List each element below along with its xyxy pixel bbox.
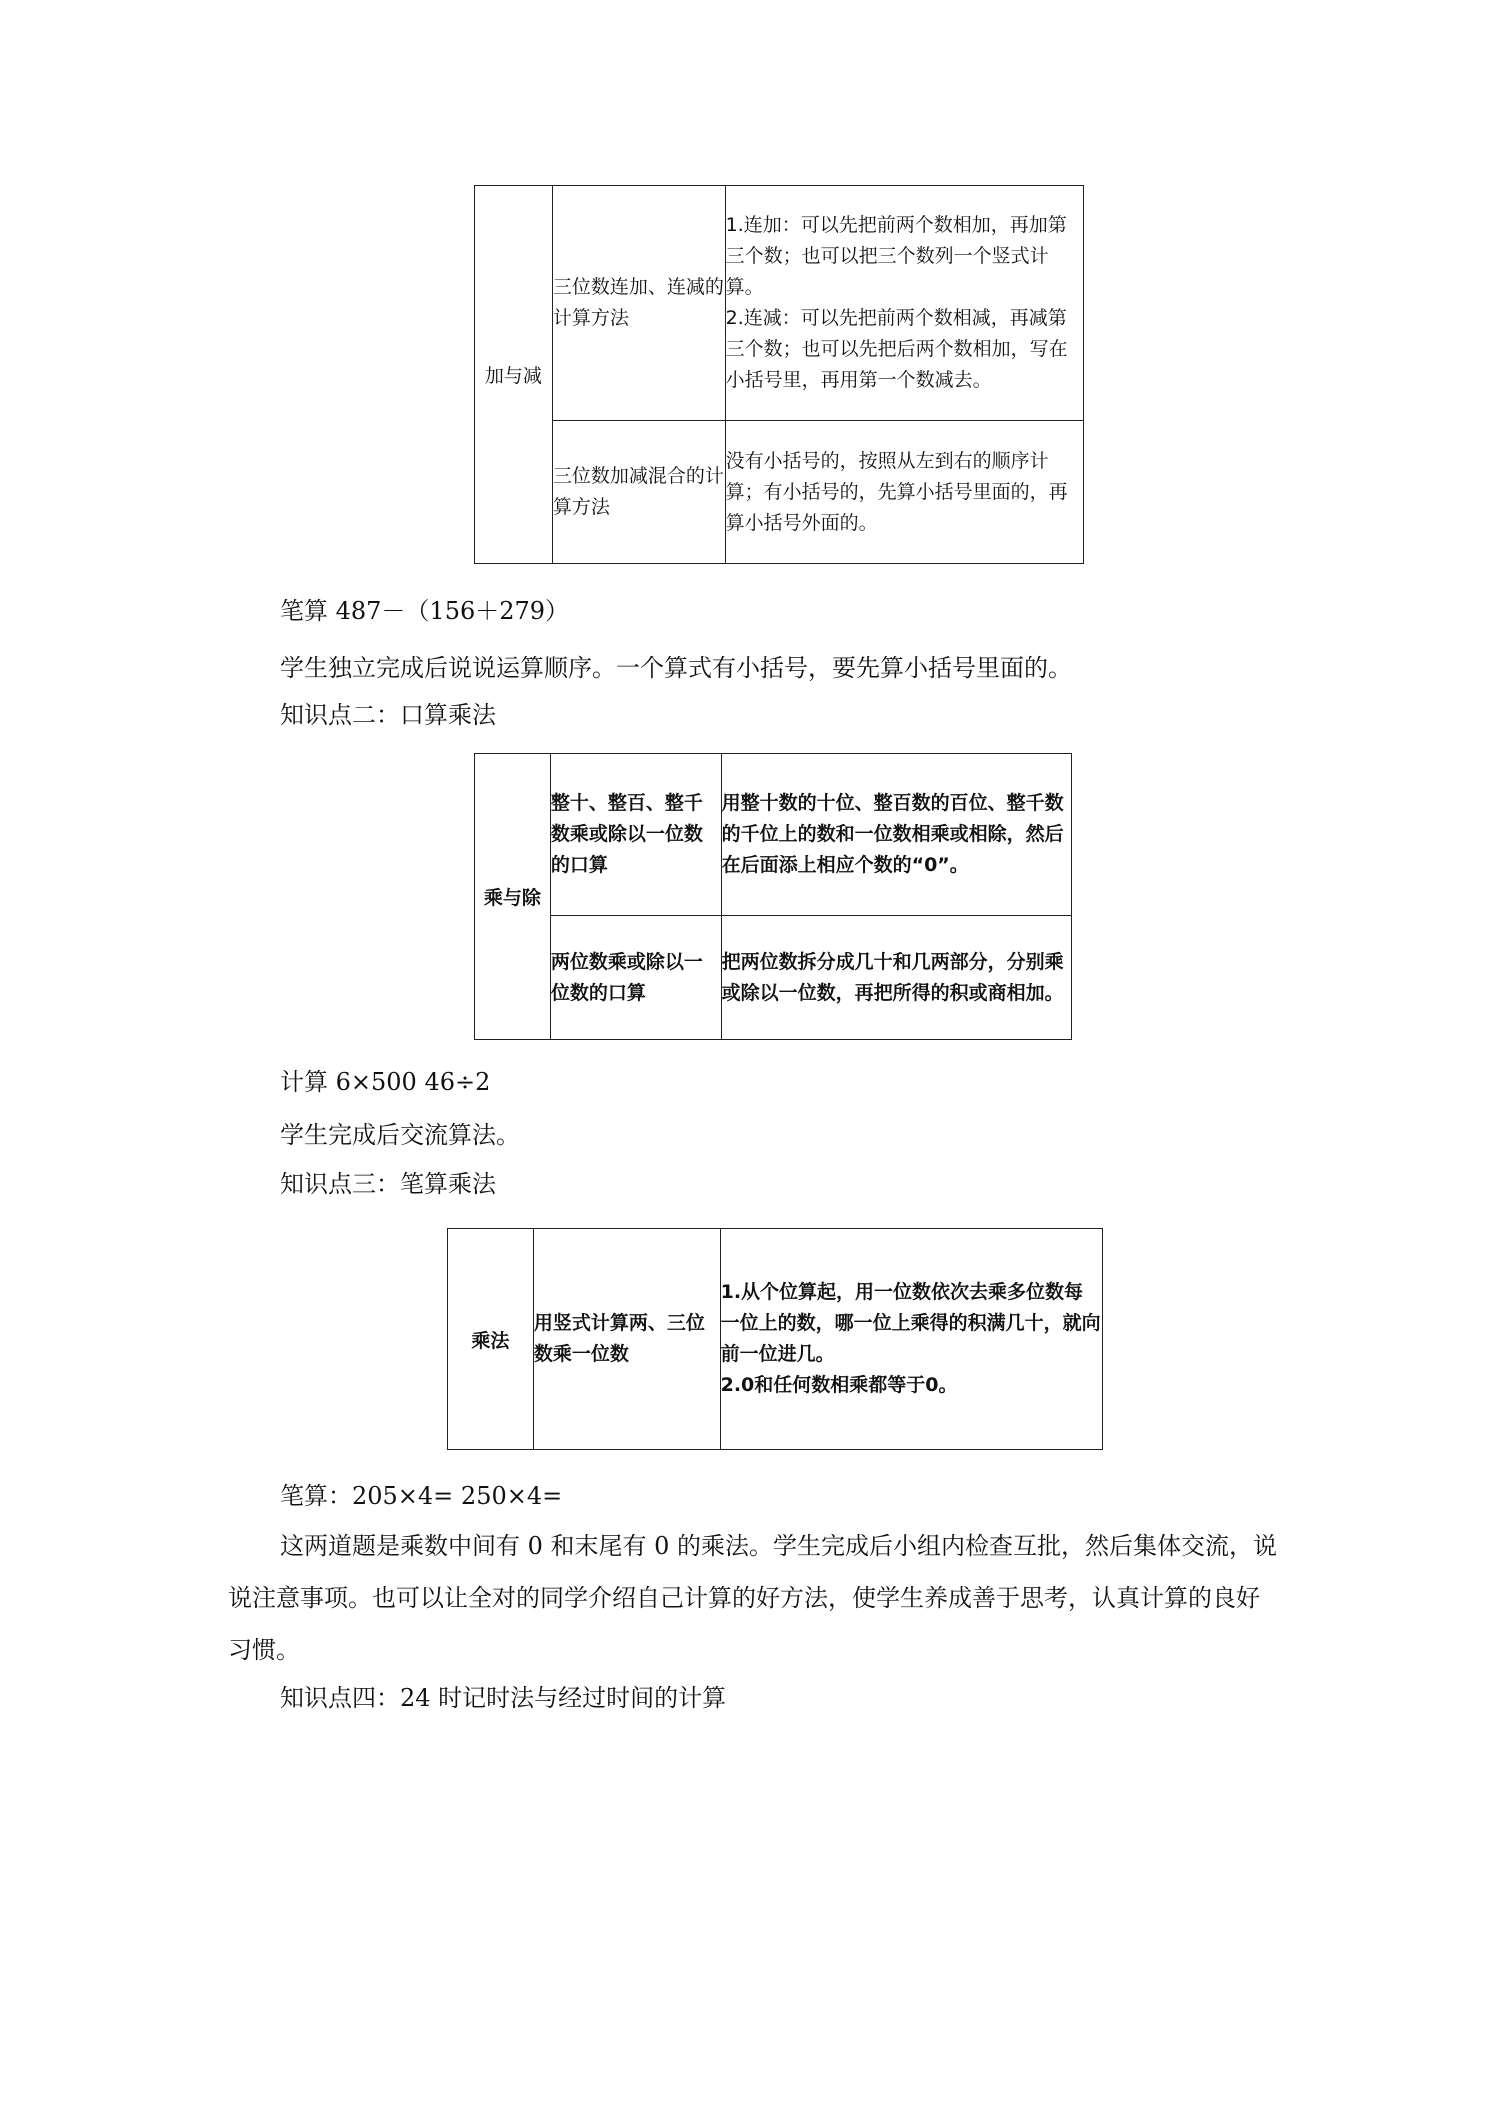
topic-cell xyxy=(533,1229,720,1450)
method-line: 没有小括号的，按照从左到右的顺序计算；有小括号的，先算小括号里面的，再算小括号外面的。 xyxy=(725,449,1068,534)
section-heading: 知识点二：口算乘法 xyxy=(280,701,496,729)
topic-cell xyxy=(552,186,725,421)
body-paragraph: 这两道题是乘数中间有 0 和末尾有 0 的乘法。学生完成后小组内检查互批，然后集体交流，说说注意事项。也可以让全对的同学介绍自己计算的好方法，使学生养成善于思考，认真计算的良好习惯。 xyxy=(228,1532,1278,1664)
method-line: 2.连减：可以先把前两个数相减，再减第三个数；也可以先把后两个数相加，写在小括号里，再用第一个数减去。 xyxy=(725,307,1068,391)
topic-text: 整十、整百、整千数乘或除以一位数的口算 xyxy=(550,792,703,876)
topic-cell xyxy=(550,754,721,916)
body-text: 学生完成后交流算法。 xyxy=(280,1121,520,1149)
body-text: 学生独立完成后说说运算顺序。一个算式有小括号，要先算小括号里面的。 xyxy=(280,654,1072,682)
category-cell xyxy=(475,186,553,564)
topic-text: 三位数加减混合的计算方法 xyxy=(552,465,724,518)
method-line: 用整十数的十位、整百数的百位、整千数的千位上的数和一位数相乘或相除，然后在后面添上相应个数的“0”。 xyxy=(721,792,1064,876)
method-cell xyxy=(725,186,1083,421)
category-label: 乘与除 xyxy=(483,887,541,909)
table-addition-subtraction xyxy=(474,185,1084,564)
topic-text: 两位数乘或除以一位数的口算 xyxy=(550,950,703,1004)
category-label: 加与减 xyxy=(484,365,542,387)
section-heading: 知识点三：笔算乘法 xyxy=(280,1170,496,1198)
method-line: 1.从个位算起，用一位数依次去乘多位数每一位上的数，哪一位上乘得的积满几十，就向前一位进几。 xyxy=(720,1281,1101,1365)
method-line: 把两位数拆分成几十和几两部分，分别乘或除以一位数，再把所得的积或商相加。 xyxy=(721,950,1064,1004)
method-line: 1.连加：可以先把前两个数相加，再加第三个数；也可以把三个数列一个竖式计算。 xyxy=(725,214,1067,298)
method-cell xyxy=(720,1229,1102,1450)
category-label: 乘法 xyxy=(471,1329,510,1352)
table-multiplication-division xyxy=(474,753,1072,1040)
method-cell xyxy=(725,421,1083,564)
table-written-multiplication xyxy=(447,1228,1103,1450)
method-line: 2.0和任何数相乘都等于0。 xyxy=(720,1374,958,1396)
section-heading: 知识点四：24 时记时法与经过时间的计算 xyxy=(280,1684,727,1712)
category-cell xyxy=(448,1229,534,1450)
topic-cell xyxy=(550,916,721,1040)
exercise-line: 笔算 487－（156＋279） xyxy=(280,597,570,625)
topic-cell xyxy=(552,421,725,564)
category-cell xyxy=(475,754,551,1040)
exercise-line: 计算 6×500 46÷2 xyxy=(280,1068,491,1096)
method-cell xyxy=(721,916,1071,1040)
method-cell xyxy=(721,754,1071,916)
topic-text: 用竖式计算两、三位数乘一位数 xyxy=(533,1312,705,1365)
topic-text: 三位数连加、连减的计算方法 xyxy=(552,276,724,329)
exercise-line: 笔算：205×4= 250×4= xyxy=(280,1482,563,1510)
